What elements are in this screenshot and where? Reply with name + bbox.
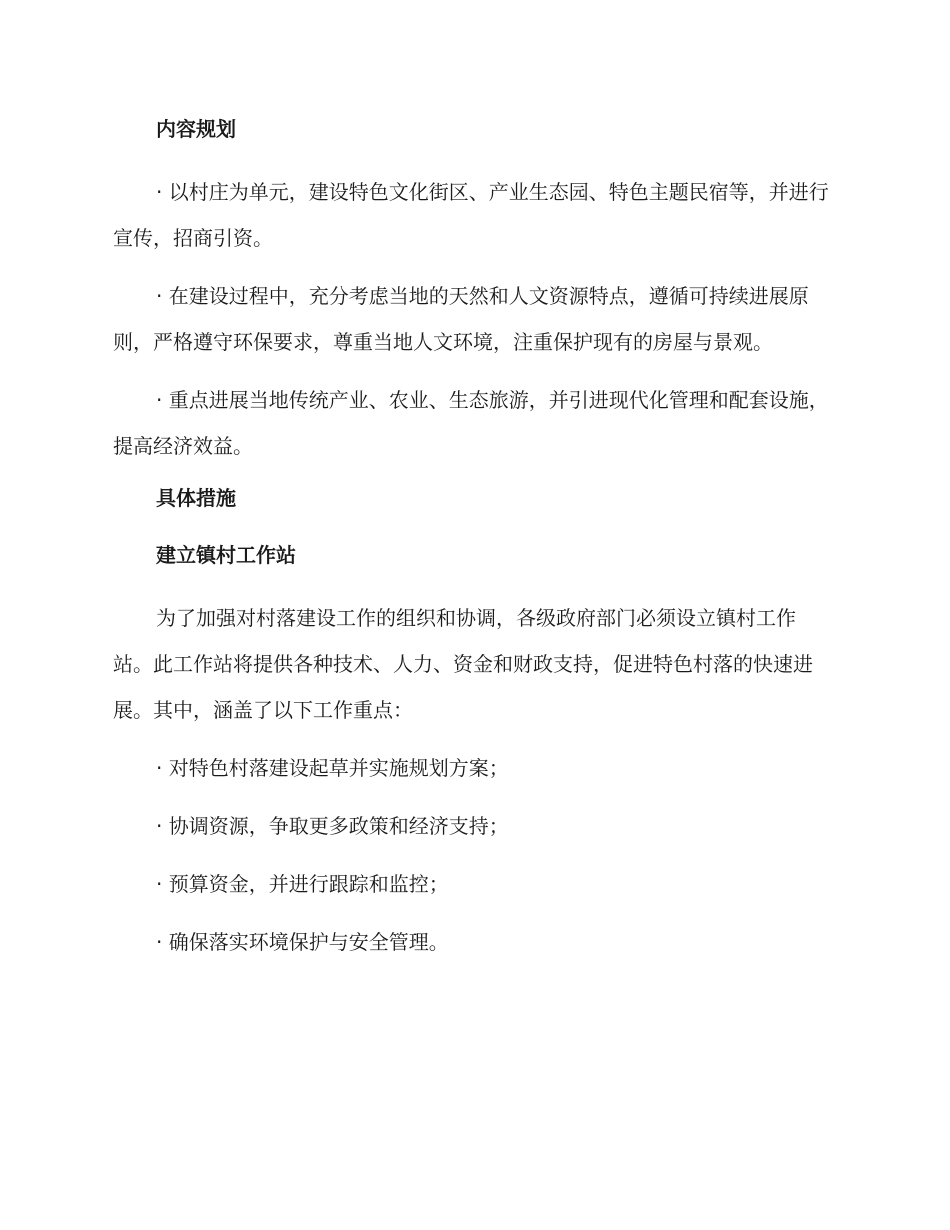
- section-heading-content-planning: 内容规划: [156, 117, 236, 141]
- subsection-heading-workstation: 建立镇村工作站: [156, 543, 296, 567]
- bullet-paragraph: · 协调资源，争取更多政策和经济支持；: [156, 814, 509, 838]
- bullet-paragraph: · 预算资金，并进行跟踪和监控；: [156, 872, 449, 896]
- bullet-paragraph: · 对特色村落建设起草并实施规划方案；: [156, 756, 509, 780]
- workstation-intro-paragraph: 为了加强对村落建设工作的组织和协调，各级政府部门必须设立镇村工作站。此工作站将提供各种技术、人力、资金和财政支持，促进特色村落的快速进展。其中，涵盖了以下工作重点：: [113, 606, 813, 722]
- bullet-paragraph: · 在建设过程中，充分考虑当地的天然和人文资源特点，遵循可持续进展原则，严格遵守环保要求，尊重当地人文环境，注重保护现有的房屋与景观。: [113, 284, 809, 354]
- section-heading-specific-measures: 具体措施: [156, 486, 236, 510]
- bullet-paragraph: · 以村庄为单元，建设特色文化街区、产业生态园、特色主题民宿等，并进行宣传，招商引资。: [113, 180, 829, 250]
- document-page: [113, 112, 833, 965]
- bullet-paragraph: · 重点进展当地传统产业、农业、生态旅游，并引进现代化管理和配套设施，提高经济效益。: [113, 388, 829, 458]
- bullet-paragraph: · 确保落实环境保护与安全管理。: [156, 930, 449, 954]
